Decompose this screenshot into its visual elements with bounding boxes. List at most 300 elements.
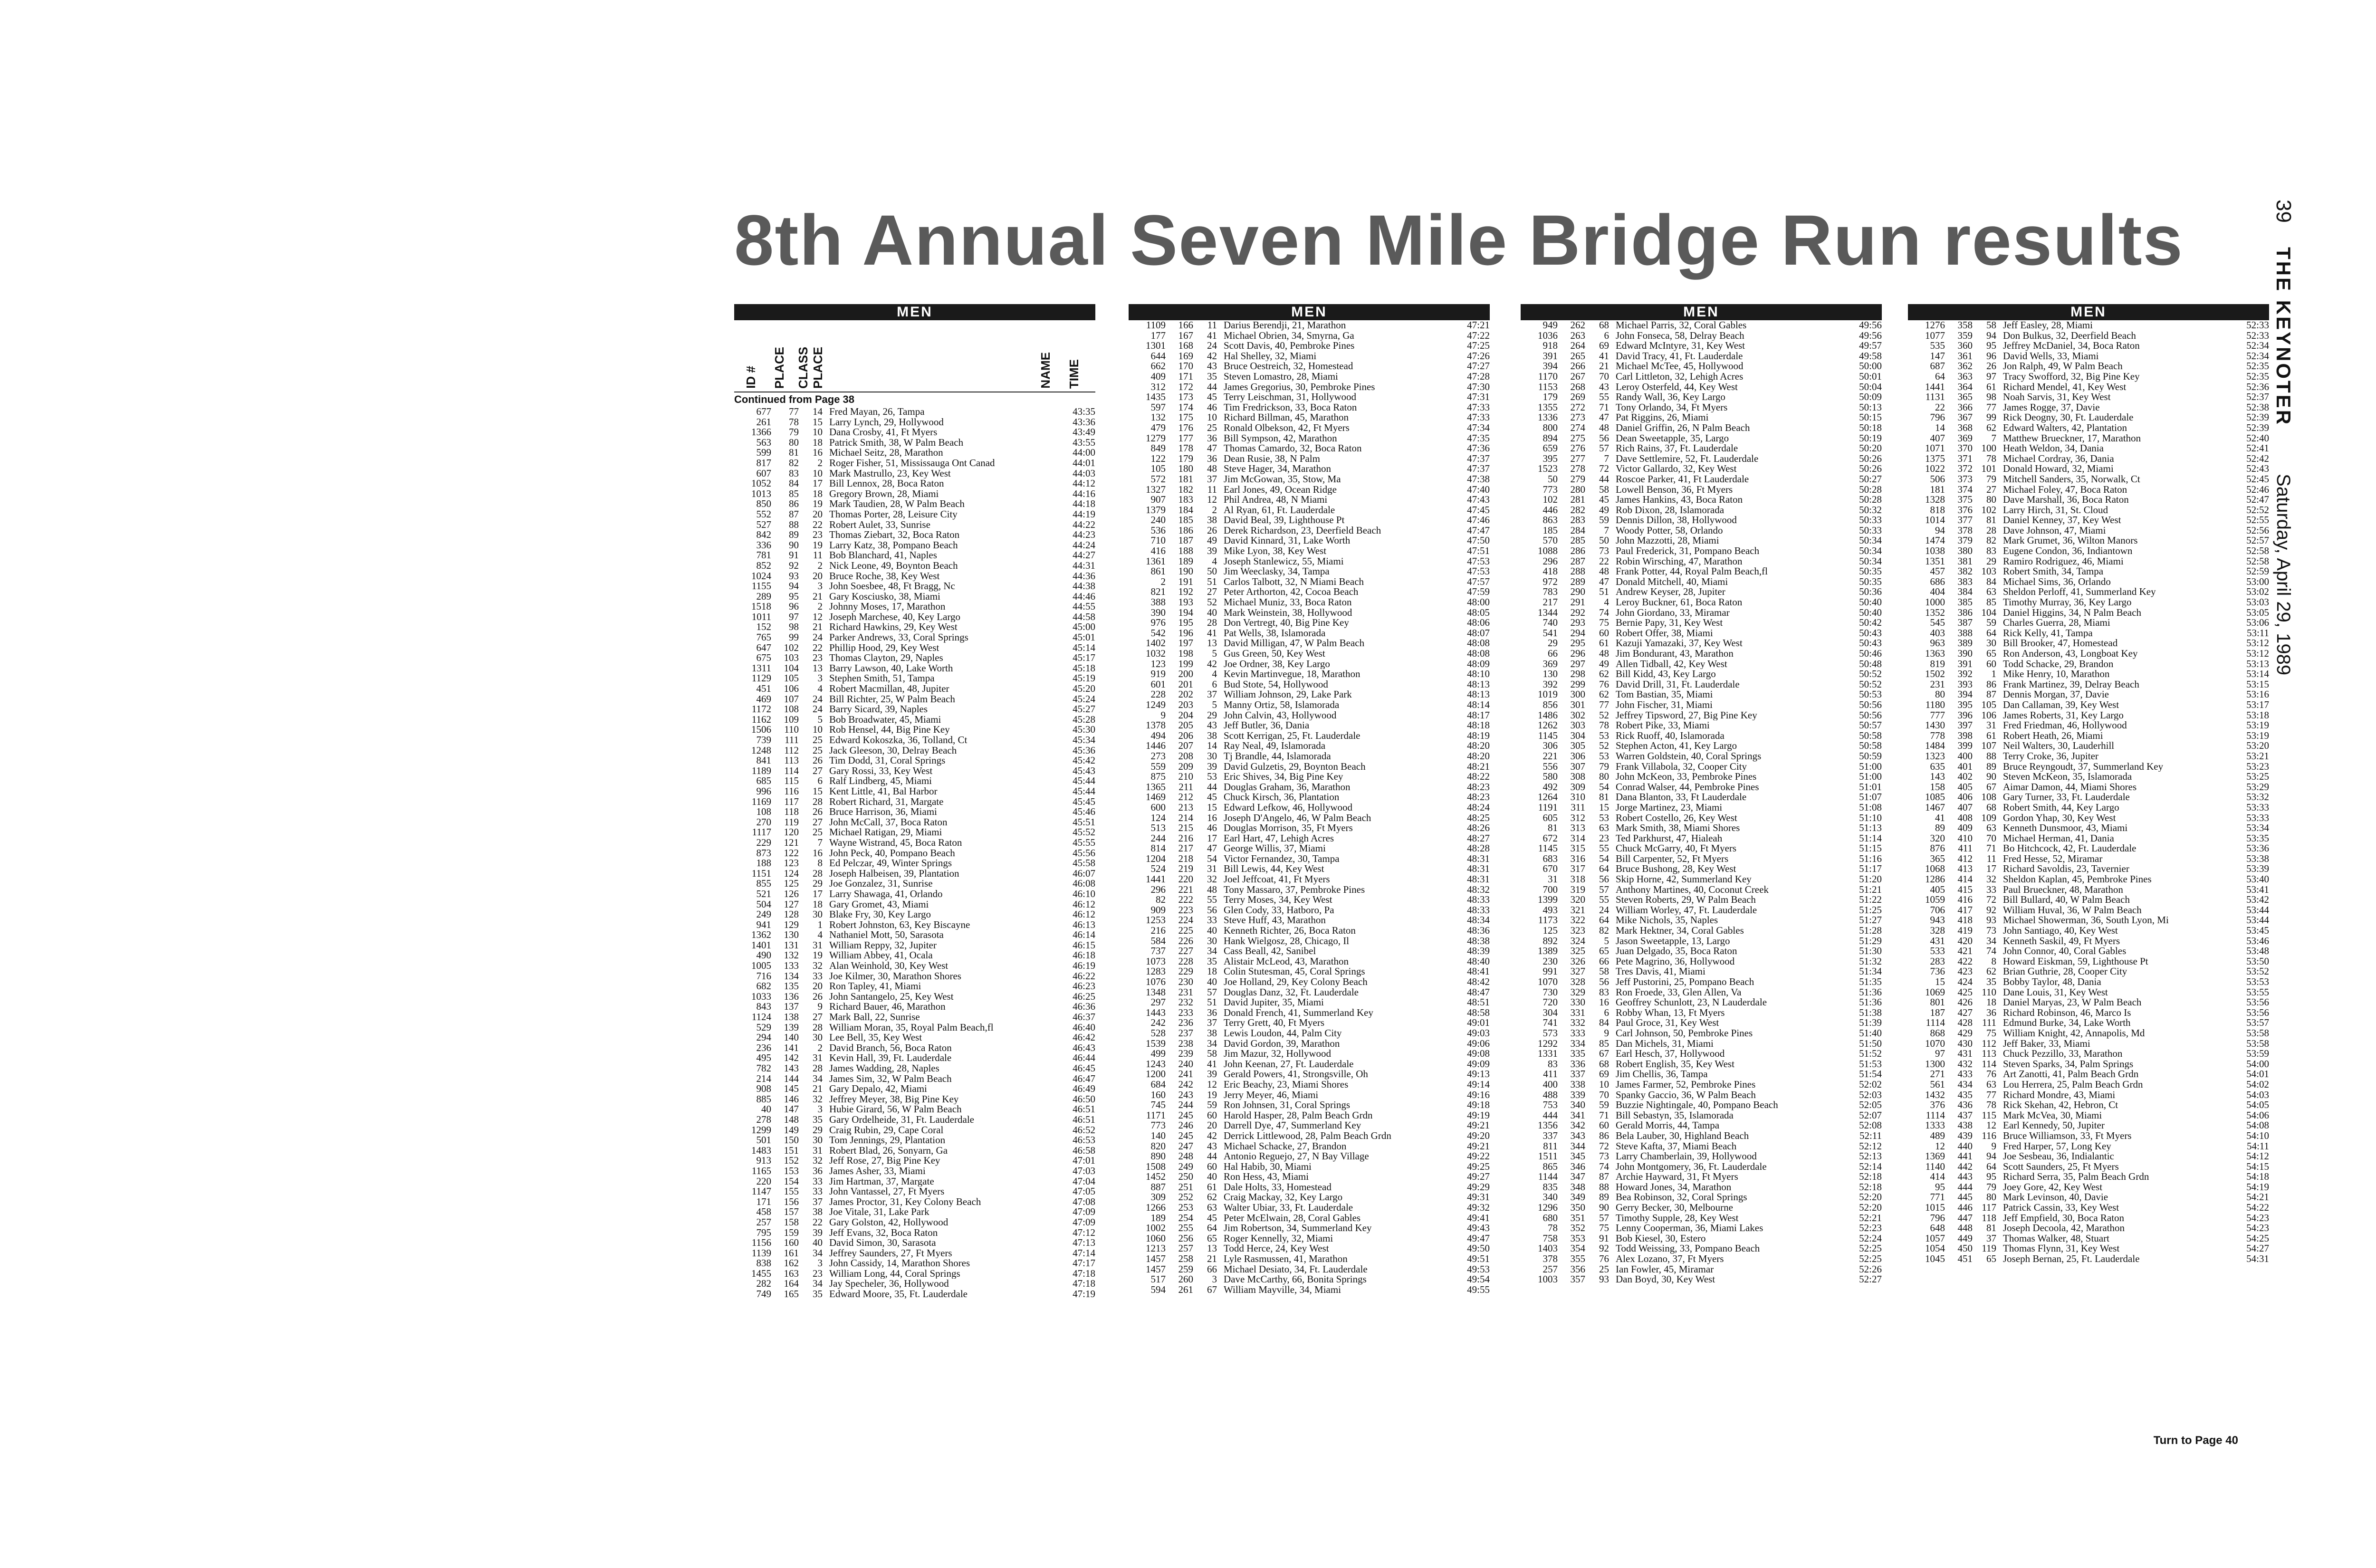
overall-place: 276	[1570, 443, 1585, 454]
class-place: 26	[1986, 361, 1996, 372]
finish-time: 51:53	[1859, 1059, 1882, 1070]
finish-time: 50:52	[1859, 679, 1882, 690]
runner-id: 504	[756, 899, 771, 910]
overall-place: 183	[1178, 495, 1193, 505]
runner-id: 1363	[1925, 649, 1945, 659]
class-place: 3	[817, 1104, 823, 1115]
class-place: 54	[1599, 782, 1609, 793]
finish-time: 49:31	[1467, 1192, 1490, 1203]
overall-place: 444	[1957, 1182, 1973, 1193]
overall-place: 430	[1957, 1038, 1973, 1049]
finish-time: 53:03	[2246, 597, 2269, 608]
runner-name: Nathaniel Mott, 50, Sarasota	[829, 930, 944, 940]
finish-time: 51:20	[1859, 874, 1882, 885]
overall-place: 257	[1178, 1243, 1193, 1254]
class-place: 10	[813, 427, 823, 438]
runner-id: 1085	[1925, 792, 1945, 803]
overall-place: 169	[1178, 351, 1193, 362]
overall-place: 191	[1178, 576, 1193, 587]
finish-time: 48:13	[1467, 679, 1490, 690]
result-row	[1129, 772, 1490, 782]
overall-place: 158	[784, 1217, 799, 1228]
overall-place: 79	[789, 427, 799, 438]
result-row	[1129, 577, 1490, 587]
runner-name: Phil Andrea, 48, N Miami	[1224, 495, 1328, 505]
class-place: 8	[817, 858, 823, 869]
result-row	[1129, 587, 1490, 597]
class-place: 47	[1599, 576, 1609, 587]
runner-name: Jeff Evans, 32, Boca Raton	[829, 1227, 938, 1238]
finish-time: 47:59	[1467, 587, 1490, 598]
finish-time: 47:45	[1467, 505, 1490, 516]
overall-place: 291	[1570, 597, 1585, 608]
finish-time: 45:18	[1073, 663, 1095, 674]
result-row	[1521, 803, 1882, 813]
runner-name: Richard Mondre, 43, Miami	[2003, 1090, 2116, 1100]
overall-place: 231	[1178, 987, 1193, 998]
class-place: 5	[1212, 649, 1217, 659]
runner-id: 861	[1150, 566, 1166, 577]
class-place: 24	[813, 704, 823, 715]
overall-place: 104	[784, 663, 799, 674]
runner-name: Carlos Talbott, 32, N Miami Beach	[1224, 576, 1364, 587]
finish-time: 48:51	[1467, 997, 1490, 1008]
finish-time: 51:00	[1859, 761, 1882, 772]
class-place: 92	[1986, 905, 1996, 916]
runner-id: 758	[1542, 1233, 1558, 1244]
finish-time: 51:07	[1859, 792, 1882, 803]
class-place: 37	[1986, 1233, 1996, 1244]
overall-place: 340	[1570, 1100, 1585, 1110]
result-row	[1908, 772, 2269, 782]
class-place: 73	[1599, 1151, 1609, 1162]
runner-name: Jeff Baker, 33, Miami	[2003, 1038, 2090, 1049]
runner-id: 15	[1935, 977, 1945, 987]
class-place: 109	[1981, 813, 1996, 823]
result-row	[1521, 936, 1882, 947]
runner-name: James Rogge, 37, Davie	[2003, 402, 2100, 413]
overall-place: 80	[789, 437, 799, 448]
class-place: 34	[1207, 946, 1217, 956]
result-row	[1521, 505, 1882, 516]
result-row	[1521, 1131, 1882, 1141]
runner-name: Mark Ball, 22, Sunrise	[829, 1012, 920, 1023]
runner-name: Paul Groce, 31, Key West	[1616, 1018, 1719, 1028]
class-place: 80	[1599, 772, 1609, 782]
overall-place: 142	[784, 1053, 799, 1063]
overall-place: 325	[1570, 946, 1585, 956]
class-place: 49	[1599, 659, 1609, 669]
overall-place: 374	[1957, 484, 1973, 495]
runner-name: David Beal, 39, Lighthouse Pt	[1224, 515, 1345, 526]
overall-place: 230	[1178, 977, 1193, 987]
finish-time: 49:57	[1859, 341, 1882, 351]
overall-place: 297	[1570, 659, 1585, 669]
finish-time: 47:40	[1467, 484, 1490, 495]
result-row	[1521, 618, 1882, 628]
overall-place: 405	[1957, 782, 1973, 793]
runner-id: 885	[756, 1094, 771, 1105]
runner-id: 283	[1930, 956, 1945, 967]
runner-id: 1180	[1925, 699, 1945, 710]
finish-time: 47:21	[1467, 320, 1490, 331]
runner-id: 782	[756, 1063, 771, 1074]
result-row	[1129, 649, 1490, 659]
overall-place: 392	[1957, 669, 1973, 679]
result-row	[1521, 535, 1882, 546]
class-place: 44	[1207, 1151, 1217, 1162]
overall-place: 239	[1178, 1049, 1193, 1059]
runner-name: Daniel Higgins, 34, N Palm Beach	[2003, 607, 2142, 618]
runner-id: 552	[756, 509, 771, 520]
finish-time: 53:34	[2246, 823, 2269, 833]
result-row	[734, 776, 1095, 786]
overall-place: 376	[1957, 505, 1973, 516]
overall-place: 108	[784, 704, 799, 715]
result-row	[1908, 977, 2269, 987]
runner-name: John McKeon, 33, Pembroke Pines	[1616, 772, 1757, 782]
class-place: 38	[1207, 1028, 1217, 1039]
overall-place: 353	[1570, 1233, 1585, 1244]
class-place: 78	[1599, 720, 1609, 731]
runner-name: Edward McIntyre, 31, Key West	[1616, 341, 1745, 351]
runner-id: 1344	[1538, 607, 1558, 618]
result-row	[1129, 597, 1490, 608]
runner-name: Mark Weinstein, 38, Hollywood	[1224, 607, 1352, 618]
runner-id: 1165	[751, 1166, 771, 1176]
finish-time: 45:30	[1073, 725, 1095, 735]
overall-place: 429	[1957, 1028, 1973, 1039]
result-row	[734, 540, 1095, 551]
runner-name: Tony Orlando, 34, Ft Myers	[1616, 402, 1728, 413]
finish-time: 53:33	[2246, 813, 2269, 823]
runner-id: 431	[1930, 936, 1945, 947]
runner-id: 556	[1542, 761, 1558, 772]
class-place: 55	[1599, 392, 1609, 402]
class-place: 101	[1981, 464, 1996, 474]
overall-place: 328	[1570, 977, 1585, 987]
runner-id: 527	[756, 519, 771, 530]
overall-place: 267	[1570, 371, 1585, 382]
finish-time: 45:28	[1073, 714, 1095, 725]
runner-name: Jeffrey Saunders, 27, Ft Myers	[829, 1248, 952, 1259]
result-row	[1908, 454, 2269, 464]
class-place: 84	[1599, 1018, 1609, 1028]
finish-time: 52:25	[1859, 1243, 1882, 1254]
overall-place: 350	[1570, 1203, 1585, 1213]
finish-time: 46:37	[1073, 1012, 1095, 1023]
class-place: 25	[813, 745, 823, 756]
result-row	[734, 1043, 1095, 1053]
class-place: 39	[1207, 761, 1217, 772]
runner-id: 1379	[1146, 505, 1166, 516]
finish-time: 48:08	[1467, 649, 1490, 659]
runner-id: 1401	[751, 940, 771, 951]
runner-id: 273	[1150, 751, 1166, 762]
finish-time: 50:19	[1859, 433, 1882, 444]
finish-time: 54:12	[2246, 1151, 2269, 1162]
finish-time: 46:15	[1073, 940, 1095, 951]
finish-time: 53:45	[2246, 926, 2269, 936]
runner-name: Joseph Stanlewicz, 55, Miami	[1224, 556, 1344, 567]
finish-time: 45:36	[1073, 745, 1095, 756]
runner-name: Jim Bondurant, 43, Marathon	[1616, 649, 1734, 659]
runner-id: 781	[756, 550, 771, 561]
runner-name: Lyle Rasmussen, 41, Marathon	[1224, 1254, 1348, 1264]
overall-place: 398	[1957, 730, 1973, 741]
result-row	[1908, 433, 2269, 444]
overall-place: 268	[1570, 382, 1585, 392]
runner-id: 659	[1542, 443, 1558, 454]
finish-time: 45:46	[1073, 807, 1095, 817]
result-row	[734, 992, 1095, 1002]
column-header-bar: MEN	[1129, 304, 1490, 320]
class-place: 70	[1599, 1090, 1609, 1100]
result-row	[1521, 1069, 1882, 1080]
runner-name: Rick Kelly, 41, Tampa	[2003, 628, 2093, 639]
runner-name: Gary Gromet, 43, Miami	[829, 899, 929, 910]
class-place: 43	[1207, 720, 1217, 731]
runner-id: 737	[1150, 946, 1166, 956]
class-place: 32	[813, 961, 823, 971]
result-row	[734, 1135, 1095, 1146]
class-place: 19	[1207, 1090, 1217, 1100]
runner-name: Jeff Easley, 28, Miami	[2003, 320, 2093, 331]
class-place: 83	[1986, 546, 1996, 556]
runner-name: Johnny Moses, 17, Marathon	[829, 602, 946, 612]
result-row	[1908, 659, 2269, 669]
result-row	[734, 1197, 1095, 1207]
overall-place: 357	[1570, 1274, 1585, 1285]
overall-place: 412	[1957, 853, 1973, 864]
overall-place: 420	[1957, 936, 1973, 947]
result-row	[1129, 351, 1490, 362]
result-row	[1521, 895, 1882, 905]
overall-place: 388	[1957, 628, 1973, 639]
class-place: 67	[1599, 1049, 1609, 1059]
result-row	[1908, 946, 2269, 956]
class-place: 42	[1207, 659, 1217, 669]
runner-id: 501	[756, 1135, 771, 1146]
result-row	[1521, 423, 1882, 433]
runner-id: 963	[1930, 638, 1945, 649]
runner-id: 1070	[1925, 1038, 1945, 1049]
runner-id: 236	[756, 1042, 771, 1053]
finish-time: 46:47	[1073, 1073, 1095, 1084]
result-row	[1129, 741, 1490, 751]
runner-name: Ron Johnsen, 31, Coral Springs	[1224, 1100, 1351, 1110]
overall-place: 266	[1570, 361, 1585, 372]
result-row	[734, 448, 1095, 458]
overall-place: 205	[1178, 720, 1193, 731]
overall-place: 439	[1957, 1130, 1973, 1141]
runner-id: 1430	[1925, 720, 1945, 731]
result-row	[734, 499, 1095, 509]
result-row	[1521, 556, 1882, 567]
runner-name: Ronald Olbekson, 42, Ft Myers	[1224, 422, 1350, 433]
class-place: 32	[1986, 874, 1996, 885]
overall-place: 124	[784, 868, 799, 879]
result-row	[1908, 587, 2269, 597]
runner-name: Michael Foley, 47, Boca Raton	[2003, 484, 2127, 495]
runner-id: 710	[1150, 535, 1166, 546]
class-place: 19	[813, 950, 823, 961]
overall-place: 307	[1570, 761, 1585, 772]
result-row	[1129, 813, 1490, 823]
runner-id: 683	[1542, 853, 1558, 864]
finish-time: 52:35	[2246, 361, 2269, 372]
overall-place: 122	[784, 848, 799, 859]
runner-id: 1292	[1538, 1038, 1558, 1049]
overall-place: 448	[1957, 1223, 1973, 1233]
runner-id: 863	[1542, 515, 1558, 526]
runner-id: 217	[1542, 597, 1558, 608]
finish-time: 43:49	[1073, 427, 1095, 438]
runner-name: Mark Mastrullo, 23, Key West	[829, 468, 951, 479]
runner-name: Joe Kilmer, 30, Marathon Shores	[829, 971, 961, 982]
runner-id: 1352	[1925, 607, 1945, 618]
runner-id: 1301	[1146, 341, 1166, 351]
result-row	[1521, 341, 1882, 351]
result-row	[1908, 443, 2269, 454]
class-place: 11	[1207, 320, 1217, 331]
runner-name: Kazuji Yamazaki, 37, Key West	[1616, 638, 1743, 649]
class-place: 80	[1986, 495, 1996, 505]
finish-time: 52:18	[1859, 1182, 1882, 1193]
runner-name: Tom Jennings, 29, Plantation	[829, 1135, 946, 1146]
class-place: 4	[817, 930, 823, 940]
class-place: 22	[1599, 556, 1609, 567]
overall-place: 293	[1570, 618, 1585, 628]
runner-id: 1441	[1925, 382, 1945, 392]
result-row	[1129, 1090, 1490, 1100]
finish-time: 47:51	[1467, 546, 1490, 556]
runner-id: 328	[1930, 926, 1945, 936]
runner-name: Michael Ratigan, 29, Miami	[829, 827, 942, 838]
class-place: 48	[1599, 649, 1609, 659]
finish-time: 52:58	[2246, 546, 2269, 556]
runner-name: Gary Ordelheide, 31, Ft. Lauderdale	[829, 1114, 974, 1125]
runner-id: 821	[1150, 587, 1166, 598]
finish-time: 45:14	[1073, 642, 1095, 653]
class-place: 36	[1207, 453, 1217, 464]
class-place: 110	[1982, 987, 1996, 998]
runner-id: 819	[1930, 659, 1945, 669]
runner-name: Bill Sebastyn, 35, Islamorada	[1616, 1110, 1734, 1121]
result-row	[1521, 792, 1882, 803]
runner-id: 1506	[751, 725, 771, 735]
overall-place: 111	[785, 735, 799, 746]
runner-id: 1032	[1146, 649, 1166, 659]
overall-place: 149	[784, 1125, 799, 1136]
overall-place: 141	[784, 1042, 799, 1053]
class-place: 31	[1207, 864, 1217, 875]
result-row	[1521, 956, 1882, 967]
overall-place: 121	[784, 837, 799, 848]
runner-name: Bruce Oestreich, 32, Homestead	[1224, 361, 1353, 372]
runner-name: Chuck McGarry, 40, Ft Myers	[1616, 843, 1737, 854]
class-place: 75	[1599, 1223, 1609, 1233]
runner-id: 297	[1150, 997, 1166, 1008]
runner-id: 1117	[752, 827, 771, 838]
finish-time: 50:53	[1859, 689, 1882, 700]
result-row	[734, 755, 1095, 766]
finish-time: 50:28	[1859, 484, 1882, 495]
overall-place: 280	[1570, 484, 1585, 495]
result-row	[734, 1074, 1095, 1084]
finish-time: 49:54	[1467, 1274, 1490, 1285]
overall-place: 438	[1957, 1120, 1973, 1131]
class-place: 28	[813, 796, 823, 807]
finish-time: 52:21	[1859, 1213, 1882, 1224]
runner-id: 584	[1150, 936, 1166, 947]
runner-id: 216	[1150, 926, 1166, 936]
finish-time: 50:27	[1859, 474, 1882, 485]
overall-place: 321	[1570, 905, 1585, 916]
runner-id: 1328	[1925, 495, 1945, 505]
class-place: 58	[1207, 1049, 1217, 1059]
class-place: 47	[1207, 843, 1217, 854]
runner-id: 489	[1930, 1130, 1945, 1141]
result-row	[734, 1094, 1095, 1105]
runner-name: John Cassidy, 14, Marathon Shores	[829, 1258, 970, 1269]
finish-time: 53:18	[2246, 710, 2269, 721]
class-place: 71	[1599, 1110, 1609, 1121]
overall-place: 446	[1957, 1203, 1973, 1213]
runner-id: 388	[1150, 597, 1166, 608]
runner-id: 1457	[1146, 1264, 1166, 1275]
runner-name: Joseph Halbeisen, 39, Plantation	[829, 868, 959, 879]
class-place: 76	[1599, 679, 1609, 690]
results-list	[1521, 320, 1882, 1285]
class-place: 85	[1986, 597, 1996, 608]
runner-id: 309	[1150, 1192, 1166, 1203]
overall-place: 245	[1178, 1110, 1193, 1121]
runner-id: 407	[1930, 433, 1945, 444]
runner-name: John Mazzotti, 28, Miami	[1616, 535, 1719, 546]
runner-name: Tres Davis, 41, Miami	[1616, 966, 1705, 977]
runner-id: 521	[756, 889, 771, 899]
heading-place: PLACE	[772, 346, 786, 389]
runner-name: Ray Neal, 49, Islamorada	[1224, 741, 1326, 751]
result-row	[1129, 1192, 1490, 1203]
finish-time: 50:18	[1859, 422, 1882, 433]
runner-id: 773	[1150, 1120, 1166, 1131]
runner-id: 1204	[1146, 853, 1166, 864]
runner-name: Steve Huff, 43, Marathon	[1224, 915, 1326, 926]
runner-id: 1243	[1146, 1059, 1166, 1070]
result-row	[1521, 331, 1882, 341]
result-row	[1129, 977, 1490, 987]
class-place: 24	[813, 694, 823, 705]
overall-place: 221	[1178, 884, 1193, 895]
overall-place: 151	[784, 1145, 799, 1156]
class-place: 64	[1986, 628, 1996, 639]
result-row	[734, 1012, 1095, 1023]
runner-id: 257	[756, 1217, 771, 1228]
finish-time: 49:50	[1467, 1243, 1490, 1254]
class-place: 45	[1207, 392, 1217, 402]
finish-time: 48:38	[1467, 936, 1490, 947]
runner-id: 1474	[1925, 535, 1945, 546]
runner-id: 369	[1542, 659, 1558, 669]
result-row	[1908, 1203, 2269, 1213]
runner-name: Donald Mitchell, 40, Miami	[1616, 576, 1728, 587]
overall-place: 194	[1178, 607, 1193, 618]
result-row	[734, 561, 1095, 571]
runner-name: Spanky Gaccio, 36, W Palm Beach	[1616, 1090, 1756, 1100]
runner-name: Mitchell Sanders, 35, Norwalk, Ct	[2003, 474, 2140, 485]
